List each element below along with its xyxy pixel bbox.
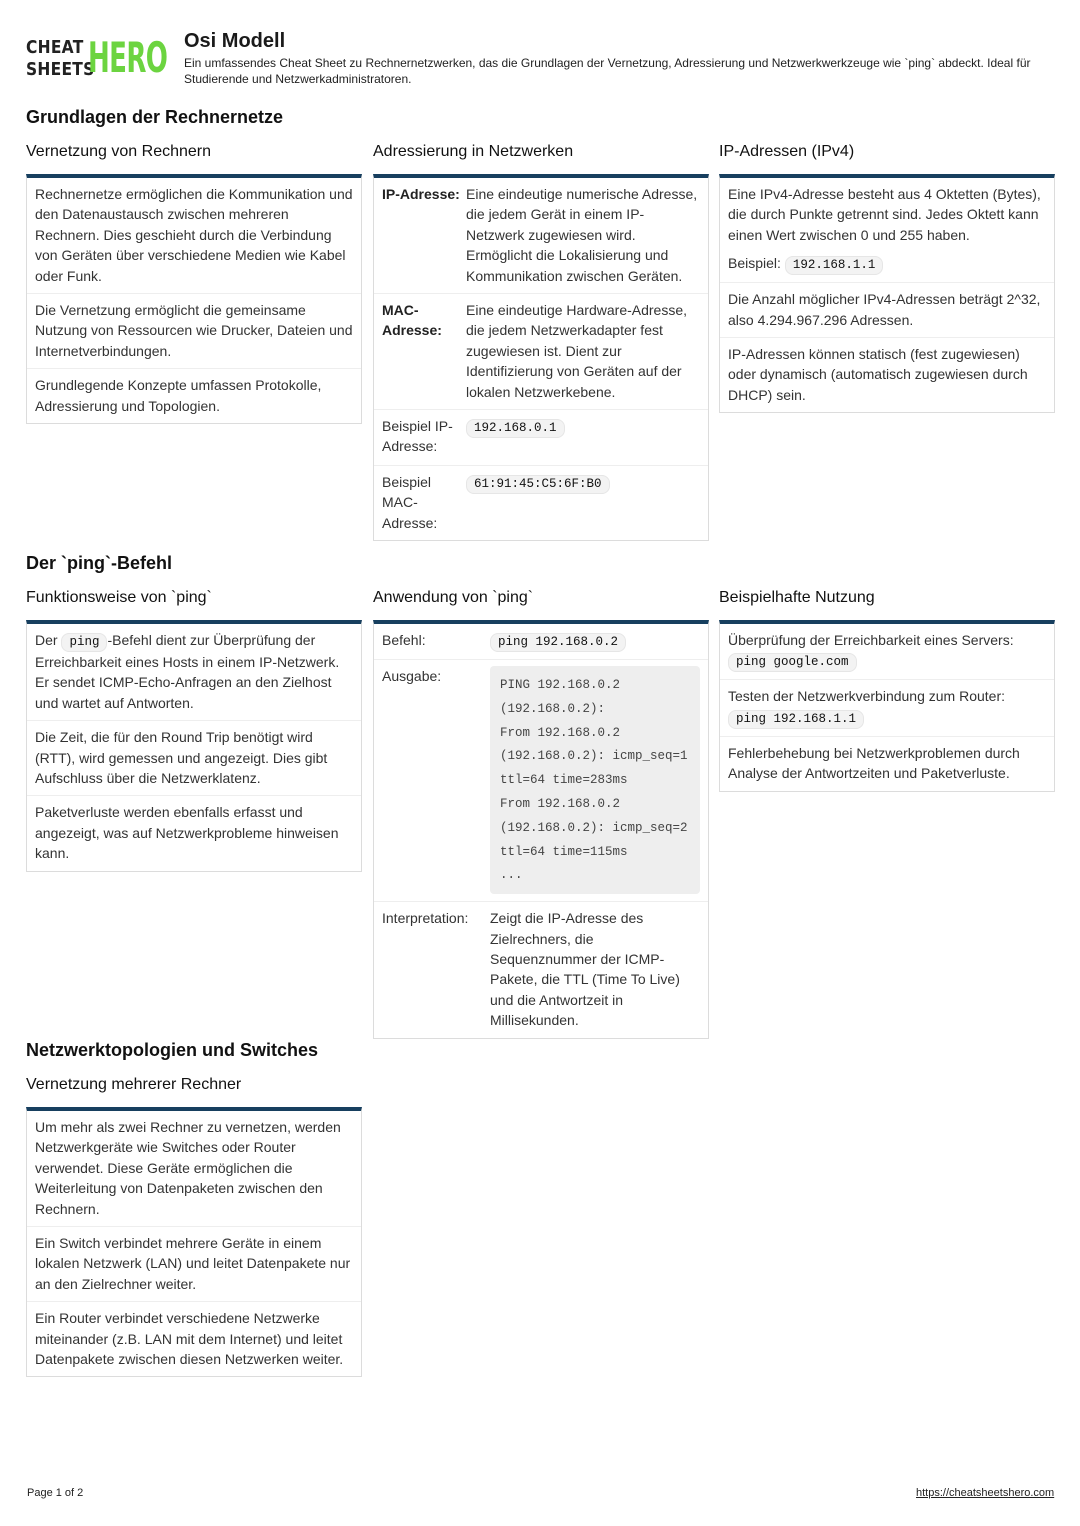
row-value: Eine eindeutige Hardware-Adresse, die jedem Netzwerkadapter fest zugewiesen ist. Dient zur Identifizierung von Geräten auf der lokalen Netzwerkebene. [466, 302, 688, 400]
list-item: Die Zeit, die für den Round Trip benötigt wird (RTT), wird gemessen und angezeigt. Dies gibt Aufschluss über die Netzwerklatenz. [27, 721, 361, 796]
row-text: Der [35, 632, 58, 648]
page-title: Osi Modell [184, 30, 286, 52]
card [719, 620, 1055, 792]
row-key: MAC-Adresse: [382, 302, 442, 339]
list-item: Rechnernetze ermöglichen die Kommunikation und den Datenaustausch zwischen mehreren Rechnern. Dies geschieht durch die Verbindung von Geräten über verschiedene Medien wie Kabel oder Funk. [27, 178, 361, 294]
logo-text-sheets: SHEETS [26, 59, 95, 80]
list-item: Fehlerbehebung bei Netzwerkproblemen durch Analyse der Antwortzeiten und Paketverluste. [728, 744, 1020, 782]
code-snippet: ping 192.168.1.1 [728, 710, 864, 729]
list-item [27, 624, 361, 721]
row-text: Überprüfung der Erreichbarkeit eines Servers: [728, 632, 1014, 648]
logo-text-cheat: CHEAT [26, 37, 84, 58]
card [719, 174, 1055, 413]
block-adressierung [373, 142, 709, 541]
table-row [374, 294, 708, 410]
list-item: Um mehr als zwei Rechner zu vernetzen, werden Netzwerkgeräte wie Switches oder Router verwendet. Diese Geräte ermöglichen die Weiterleitung von Datenpaketen zwischen den Rechnern. [27, 1111, 361, 1227]
card [26, 620, 362, 872]
code-line: ... [500, 868, 523, 883]
list-item [720, 624, 1054, 680]
table-row [374, 624, 708, 660]
row-text: -Befehl dient zur Überprüfung der Erreichbarkeit eines Hosts in einem IP-Netzwerk. Er sendet ICMP-Echo-Anfragen an den Zielhost und wartet auf Antworten. [35, 632, 340, 711]
block-title: Vernetzung mehrerer Rechner [26, 1076, 242, 1093]
block-title: Vernetzung von Rechnern [26, 143, 212, 160]
code-line: ttl=64 time=115ms [500, 844, 628, 859]
block-title: IP-Adressen (IPv4) [719, 143, 855, 160]
code-line: (192.168.0.2): icmp_seq=1 [500, 749, 688, 764]
code-snippet: ping google.com [728, 653, 857, 672]
cheatsheetshero-logo[interactable] [26, 34, 171, 84]
row-text: Eine IPv4-Adresse besteht aus 4 Oktetten (Bytes), die durch Punkte getrennt sind. Jedes Oktett kann einen Wert zwischen 0 und 255 haben. [728, 186, 1041, 243]
list-item: Ein Switch verbindet mehrere Geräte in einem lokalen Netzwerk (LAN) und leitet Datenpakete nur an den Zielrechner weiter. [27, 1227, 361, 1302]
row-key: Befehl: [382, 632, 426, 648]
code-snippet: ping 192.168.0.2 [490, 633, 626, 652]
code-line: (192.168.0.2): [500, 701, 606, 716]
table-row [374, 410, 708, 466]
code-snippet: 192.168.0.1 [466, 419, 565, 438]
row-text: Testen der Netzwerkverbindung zum Router: [728, 688, 1006, 705]
logo-text-hero: HERO [88, 33, 168, 82]
code-snippet: 61:91:45:C5:6F:B0 [466, 475, 610, 494]
list-item: Ein Router verbindet verschiedene Netzwerke miteinander (z.B. LAN mit dem Internet) und leitet Datenpakete zwischen diesen Netzwerken weiter. [35, 1310, 344, 1368]
card [373, 174, 709, 541]
block-anwendung [373, 588, 709, 1039]
footer-link[interactable]: https://cheatsheetshero.com [916, 1487, 1055, 1499]
block-title: Funktionsweise von `ping` [26, 589, 212, 606]
card [26, 1107, 362, 1377]
list-item: Die Anzahl möglicher IPv4-Adressen beträgt 2^32, also 4.294.967.296 Adressen. [720, 283, 1054, 338]
row-key: Beispiel MAC-Adresse: [382, 473, 438, 531]
row-value: Eine eindeutige numerische Adresse, die jedem Gerät in einem IP-Netzwerk zugewiesen wird. Ermöglicht die Lokalisierung und Kommunikation zwischen Geräten. [466, 186, 698, 284]
code-snippet: ping [61, 633, 107, 652]
row-key: IP-Adresse: [382, 186, 460, 202]
code-snippet: 192.168.1.1 [785, 256, 884, 275]
table-row [374, 902, 708, 1037]
row-key: Ausgabe: [382, 668, 442, 684]
block-title: Beispielhafte Nutzung [719, 589, 875, 606]
block-ipv4 [719, 142, 1055, 413]
code-line: From 192.168.0.2 [500, 725, 621, 740]
list-item: Die Vernetzung ermöglicht die gemeinsame Nutzung von Ressourcen wie Drucker, Dateien und Internetverbindungen. [27, 294, 361, 369]
table-row [374, 466, 708, 540]
section-title-ping: Der `ping`-Befehl [26, 553, 172, 573]
code-line: (192.168.0.2): icmp_seq=2 [500, 820, 688, 835]
code-block [490, 666, 700, 894]
card [26, 174, 362, 424]
block-title: Adressierung in Netzwerken [373, 143, 574, 160]
section-title-grundlagen: Grundlagen der Rechnernetze [26, 107, 284, 127]
table-row [374, 660, 708, 902]
block-vernetzung [26, 142, 362, 424]
row-key: Interpretation: [382, 910, 469, 927]
code-line: From 192.168.0.2 [500, 796, 621, 811]
card [373, 620, 709, 1039]
page-description: Ein umfassendes Cheat Sheet zu Rechnernetzwerken, das die Grundlagen der Vernetzung, Adressierung und Netzwerkwerkzeuge wie `ping` abdeckt. Ideal für Studierende und Netzwerkadministratoren. [184, 56, 1031, 86]
table-row [374, 178, 708, 294]
list-item [720, 178, 1054, 283]
block-beispielhafte-nutzung [719, 588, 1055, 792]
row-key: Beispiel IP-Adresse: [382, 418, 453, 455]
section-title-topologien: Netzwerktopologien und Switches [26, 1040, 319, 1060]
page-header [26, 30, 1056, 90]
block-title: Anwendung von `ping` [373, 589, 534, 606]
list-item: Paketverluste werden ebenfalls erfasst und angezeigt, was auf Netzwerkprobleme hinweisen kann. [35, 804, 339, 862]
code-line: ttl=64 time=283ms [500, 773, 628, 788]
code-line: PING 192.168.0.2 [500, 678, 621, 692]
page-number: Page 1 of 2 [27, 1487, 84, 1499]
list-item: IP-Adressen können statisch (fest zugewiesen) oder dynamisch (automatisch zugewiesen durch DHCP) sein. [728, 346, 1028, 403]
block-funktionsweise [26, 588, 362, 872]
list-item [720, 680, 1054, 736]
list-item: Grundlegende Konzepte umfassen Protokolle, Adressierung und Topologien. [35, 377, 322, 414]
block-vernetzung-mehrerer [26, 1075, 362, 1377]
example-label: Beispiel: [728, 255, 781, 272]
row-value: Zeigt die IP-Adresse des Zielrechners, die Sequenznummer der ICMP-Pakete, die TTL (Time To Live) und die Antwortzeit in Millisekunden. [490, 910, 680, 1029]
